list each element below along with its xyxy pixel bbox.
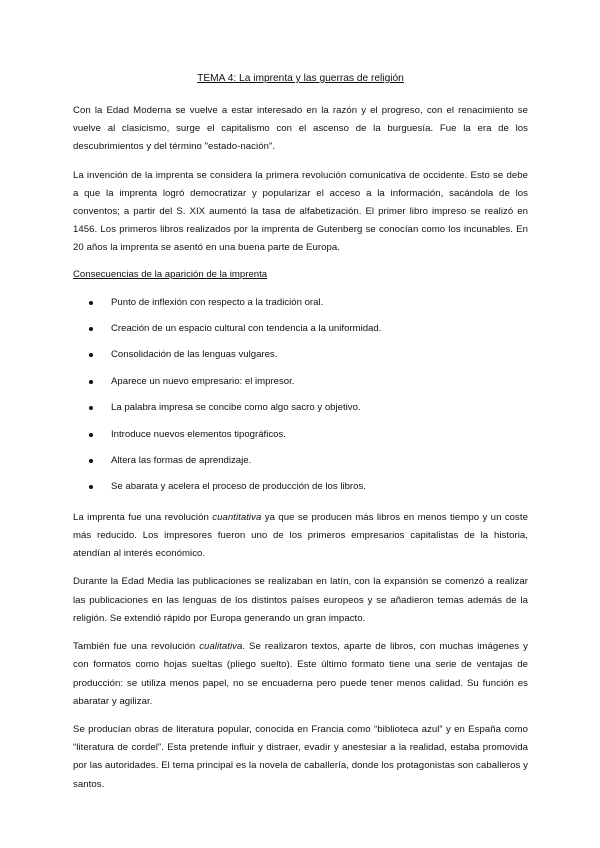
text-run: La imprenta fue una revolución	[73, 511, 213, 523]
list-item-text: La palabra impresa se concibe como algo sacro y objetivo.	[111, 402, 361, 414]
document-title: TEMA 4: La imprenta y las guerras de religión	[197, 73, 404, 84]
text-run: ya que se producen más libros en menos tiempo y un coste más reducido. Los impresores fueron uno de los primeros empresarios capitalistas de la historia, atendían al interés económico.	[73, 511, 529, 560]
list-item-text: Aparece un nuevo empresario: el impresor.	[111, 375, 295, 387]
text-run: También fue una revolución	[73, 641, 200, 653]
list-item	[73, 369, 528, 395]
section-subheading: Consecuencias de la aparición de la imprenta	[73, 268, 268, 280]
paragraph-edad-media: Durante la Edad Media las publicaciones se realizaban en latín, con la expansión se comenzó a realizar las publicaciones en las lenguas de los distintos países europeos y se añadieron temas además de la religión. Se extendió rápido por Europa generando un gran impacto.	[73, 576, 528, 624]
paragraph-revolucion-cuantitativa	[73, 509, 528, 564]
bullet-icon	[89, 380, 93, 384]
bullet-icon	[89, 485, 93, 489]
list-item-text: Punto de inflexión con respecto a la tradición oral.	[111, 296, 324, 308]
list-item	[73, 395, 528, 421]
emphasis-cuantitativa: cuantitativa	[212, 511, 262, 523]
bullet-icon	[89, 459, 93, 463]
list-item	[73, 290, 528, 316]
list-item	[73, 448, 528, 474]
list-item-text: Se abarata y acelera el proceso de producción de los libros.	[111, 481, 366, 493]
list-item-text: Introduce nuevos elementos tipográficos.	[111, 428, 286, 440]
emphasis-cualitativa: cualitativa	[199, 641, 243, 653]
paragraph-edad-moderna: Con la Edad Moderna se vuelve a estar interesado en la razón y el progreso, con el renacimiento se vuelve al clasicismo, surge el capitalismo con el ascenso de la burguesía. Fue la era de los descubrimientos y del término "estado-nación".	[73, 105, 528, 153]
list-item	[73, 474, 528, 500]
list-item-text: Altera las formas de aprendizaje.	[111, 455, 252, 467]
paragraph-literatura-popular: Se producían obras de literatura popular, conocida en Francia como “biblioteca azul” y en España como “literatura de cordel”. Esta pretende influir y distraer, evadir y anestesiar a la realidad, estaba promovida por las autoridades. El tema principal es la novela de caballería, donde los protagonistas son caballeros y santos.	[73, 723, 528, 790]
list-item	[73, 316, 528, 342]
bullet-icon	[89, 327, 93, 331]
bullet-icon	[89, 406, 93, 410]
list-item-text: Consolidación de las lenguas vulgares.	[111, 349, 278, 361]
consequences-list	[73, 290, 528, 501]
bullet-icon	[89, 353, 93, 357]
list-item	[73, 342, 528, 368]
text-run: . Se realizaron textos, aparte de libros, con muchas imágenes y con formatos como hojas sueltas (pliego suelto). Este último formato tiene una serie de ventajas de producción: se utiliza menos papel, no se encuaderna pero puede tener menos calidad. Su función es abaratar y agilizar.	[73, 641, 528, 707]
bullet-icon	[89, 433, 93, 437]
paragraph-invencion-imprenta: La invención de la imprenta se considera la primera revolución comunicativa de occidente. Esto se debe a que la imprenta logró democratizar y popularizar el acceso a la información, sacándola de los conventos; a partir del S. XIX aumentó la tasa de alfabetización. El primer libro impreso se realizó en 1456. Los primeros libros realizados por la imprenta de Gutenberg se conocían como los incunables. En 20 años la imprenta se asentó en una buena parte de Europa.	[73, 169, 528, 254]
list-item	[73, 422, 528, 448]
bullet-icon	[89, 301, 93, 305]
list-item-text: Creación de un espacio cultural con tendencia a la uniformidad.	[111, 323, 382, 335]
paragraph-revolucion-cualitativa	[73, 638, 528, 711]
